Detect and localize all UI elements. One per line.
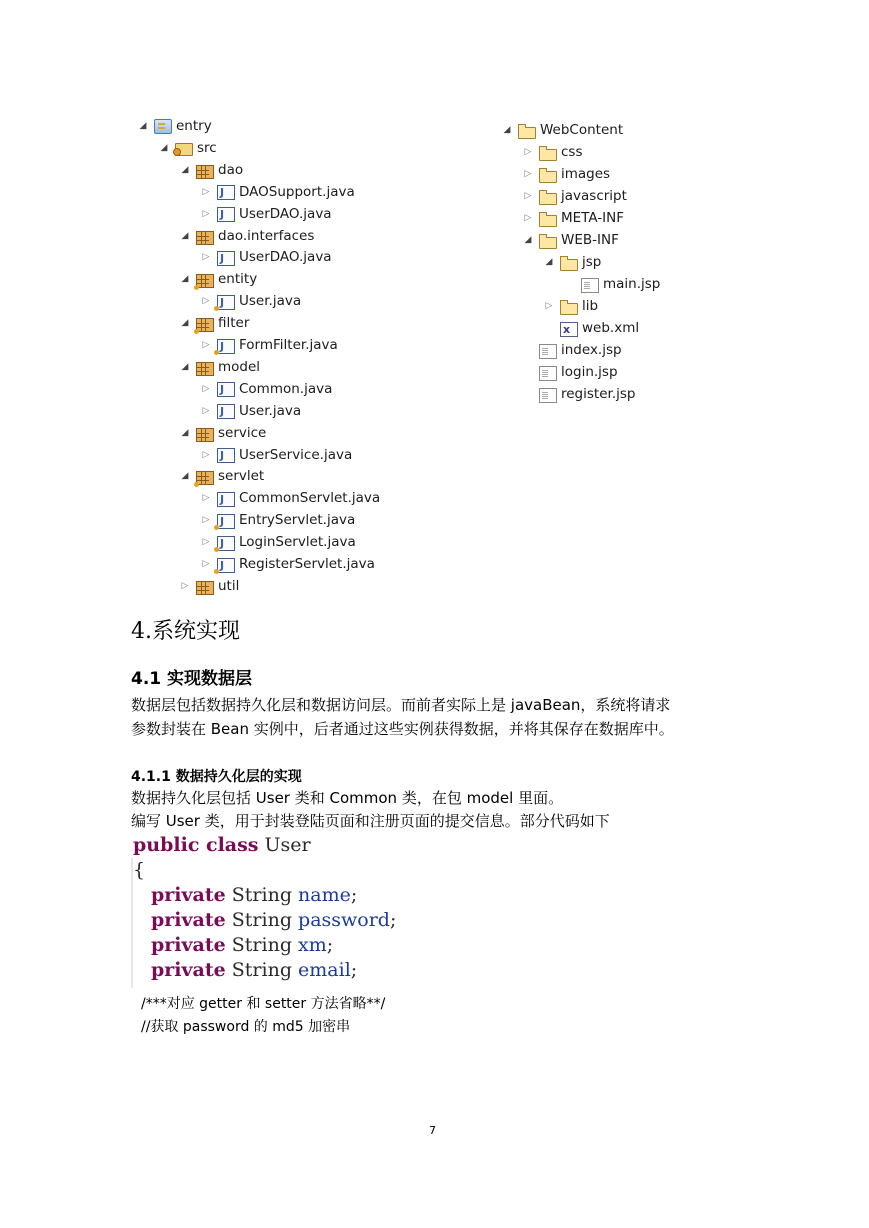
jsp-file-icon	[539, 344, 557, 359]
code-type: String	[225, 934, 299, 956]
code-comment-line1: /***对应 getter 和 setter 方法省略**/	[141, 996, 386, 1012]
tree-item[interactable]	[502, 120, 623, 140]
tree-item-label: web.xml	[582, 320, 640, 336]
tree-item[interactable]	[138, 116, 212, 136]
code-modifier: private	[151, 909, 226, 931]
tree-item-label: model	[218, 358, 261, 375]
collapsed-arrow-icon[interactable]: ▷	[202, 515, 210, 526]
collapsed-arrow-icon[interactable]: ▷	[202, 537, 210, 548]
folder-icon	[539, 215, 557, 227]
tree-item-label: lib	[582, 298, 599, 314]
tree-item[interactable]	[180, 160, 243, 180]
expanded-arrow-icon[interactable]: ◢	[181, 230, 189, 241]
tree-item-label: FormFilter.java	[239, 337, 338, 353]
tree-item-label: index.jsp	[561, 342, 622, 358]
tree-item[interactable]	[544, 296, 598, 316]
tree-item[interactable]	[523, 208, 624, 228]
collapsed-arrow-icon[interactable]: ▷	[181, 580, 189, 591]
tree-item-label: javascript	[561, 188, 627, 204]
jsp-file-icon	[539, 366, 557, 381]
tree-item-label: UserService.java	[239, 446, 353, 463]
code-modifier: private	[151, 884, 226, 906]
expanded-arrow-icon[interactable]: ◢	[139, 121, 147, 131]
body-paragraph-line1: 数据持久化层包括 User 类和 Common 类，在包 model 里面。	[131, 789, 564, 807]
tree-item-label: EntryServlet.java	[239, 512, 356, 529]
subsection-title: 4.1 实现数据层	[131, 669, 253, 689]
expanded-arrow-icon[interactable]: ◢	[181, 361, 189, 372]
tree-item-label: Common.java	[239, 380, 333, 397]
java-file-icon	[217, 251, 235, 266]
folder-icon	[539, 171, 557, 183]
page-number: 7	[429, 1124, 436, 1137]
tree-item[interactable]	[180, 313, 249, 333]
expanded-arrow-icon[interactable]: ◢	[181, 427, 189, 438]
tree-item-label: UserDAO.java	[239, 249, 332, 266]
body-paragraph-line2: 编写 User 类，用于封装登陆页面和注册页面的提交信息。部分代码如下	[131, 812, 610, 830]
tree-item-label: src	[197, 139, 217, 156]
project-explorer-tree	[138, 116, 438, 596]
tree-item[interactable]	[523, 362, 618, 382]
collapsed-arrow-icon[interactable]: ▷	[202, 186, 210, 197]
code-keyword: public class	[133, 834, 259, 856]
java-file-icon	[217, 295, 235, 310]
tree-item-label: CommonServlet.java	[239, 490, 381, 507]
expanded-arrow-icon[interactable]: ◢	[524, 235, 532, 245]
expanded-arrow-icon[interactable]: ◢	[181, 471, 189, 482]
tree-item-label: entry	[176, 118, 212, 134]
tree-item[interactable]	[201, 532, 356, 552]
collapsed-arrow-icon[interactable]: ▷	[202, 383, 210, 394]
tree-item[interactable]	[201, 554, 375, 574]
package-icon	[196, 471, 214, 485]
tree-item-label: UserDAO.java	[239, 205, 332, 222]
tree-item[interactable]	[523, 340, 622, 360]
code-field-name: email	[298, 959, 351, 981]
code-block	[133, 833, 396, 983]
collapsed-arrow-icon[interactable]: ▷	[202, 493, 210, 504]
project-icon	[154, 119, 172, 134]
tree-item-label: filter	[218, 315, 250, 332]
jsp-file-icon	[539, 388, 557, 403]
tree-item-label: service	[218, 424, 267, 441]
tree-item[interactable]	[180, 466, 264, 486]
collapsed-arrow-icon[interactable]: ▷	[202, 449, 210, 460]
tree-item[interactable]	[201, 488, 380, 508]
code-field-name: name	[298, 884, 351, 906]
code-field-name: xm	[298, 934, 327, 956]
java-file-icon	[217, 558, 235, 573]
tree-item-label: images	[561, 166, 611, 182]
code-field-line	[133, 883, 396, 908]
collapsed-arrow-icon[interactable]: ▷	[524, 169, 532, 179]
tree-item-label: META-INF	[561, 210, 625, 226]
collapsed-arrow-icon[interactable]: ▷	[202, 296, 210, 307]
code-field-name: password	[298, 909, 390, 931]
folder-icon	[560, 259, 578, 271]
collapsed-arrow-icon[interactable]: ▷	[202, 340, 210, 350]
jsp-file-icon	[581, 278, 599, 293]
code-modifier: private	[151, 959, 226, 981]
code-type: String	[225, 959, 299, 981]
tree-item[interactable]	[523, 164, 610, 184]
webcontent-tree	[502, 120, 742, 410]
tree-item[interactable]	[523, 230, 619, 250]
tree-item[interactable]	[523, 142, 583, 162]
package-icon	[196, 318, 214, 332]
intro-paragraph-line1: 数据层包括数据持久化层和数据访问层。而前者实际上是 javaBean，系统将请求	[131, 696, 671, 714]
folder-icon	[518, 127, 536, 139]
tree-item[interactable]	[201, 182, 355, 202]
collapsed-arrow-icon[interactable]: ▷	[202, 208, 210, 219]
tree-item-label: login.jsp	[561, 364, 618, 380]
folder-icon	[539, 193, 557, 205]
folder-icon	[560, 303, 578, 315]
java-file-icon	[217, 536, 235, 551]
java-file-icon	[217, 514, 235, 529]
code-field-line	[133, 958, 396, 983]
tree-item[interactable]	[180, 423, 266, 443]
xml-file-icon	[560, 322, 578, 337]
tree-item-label: servlet	[218, 468, 265, 485]
tree-item[interactable]	[180, 226, 314, 246]
tree-item[interactable]	[523, 186, 627, 206]
package-icon	[196, 231, 214, 245]
package-icon	[196, 428, 214, 442]
tree-item[interactable]	[565, 274, 660, 294]
tree-item-label: User.java	[239, 402, 302, 419]
tree-item[interactable]	[201, 291, 301, 311]
tree-item[interactable]	[201, 510, 355, 530]
java-file-icon	[217, 492, 235, 507]
package-icon	[196, 581, 214, 595]
java-file-icon	[217, 185, 235, 200]
folder-icon	[539, 237, 557, 249]
tree-item-label: css	[561, 144, 583, 160]
package-icon	[196, 165, 214, 179]
tree-item[interactable]	[180, 269, 257, 289]
source-folder-icon	[175, 143, 193, 156]
tree-item-label: User.java	[239, 293, 302, 310]
expanded-arrow-icon[interactable]: ◢	[181, 164, 189, 175]
tree-item[interactable]	[201, 335, 338, 355]
code-class-declaration	[133, 833, 396, 858]
tree-item[interactable]	[180, 576, 239, 596]
tree-item-label: RegisterServlet.java	[239, 556, 375, 572]
package-icon	[196, 362, 214, 376]
folder-icon	[539, 149, 557, 161]
collapsed-arrow-icon[interactable]: ▷	[202, 252, 210, 263]
tree-item-label: dao	[218, 161, 244, 178]
intro-paragraph-line2: 参数封装在 Bean 实例中，后者通过这些实例获得数据，并将其保存在数据库中。	[131, 720, 674, 738]
tree-item-label: DAOSupport.java	[239, 183, 355, 200]
expanded-arrow-icon[interactable]: ◢	[160, 142, 168, 153]
tree-item-label: jsp	[582, 254, 602, 270]
tree-item[interactable]	[544, 252, 601, 272]
expanded-arrow-icon[interactable]: ◢	[181, 318, 189, 329]
collapsed-arrow-icon[interactable]: ▷	[202, 559, 210, 569]
tree-item-label: util	[218, 577, 240, 594]
tree-item-label: dao.interfaces	[218, 227, 315, 244]
tree-item[interactable]	[201, 204, 332, 224]
expanded-arrow-icon[interactable]: ◢	[545, 257, 553, 267]
tree-item[interactable]	[544, 318, 639, 338]
collapsed-arrow-icon[interactable]: ▷	[524, 191, 532, 201]
tree-item[interactable]	[201, 247, 332, 267]
tree-item-label: WebContent	[540, 122, 624, 138]
code-semicolon: ;	[326, 934, 334, 956]
code-modifier: private	[151, 934, 226, 956]
tree-item-label: entity	[218, 271, 258, 288]
expanded-arrow-icon[interactable]: ◢	[503, 125, 511, 135]
java-file-icon	[217, 404, 235, 419]
tree-item[interactable]	[201, 401, 301, 421]
code-open-brace: {	[133, 859, 146, 881]
code-semicolon: ;	[350, 959, 358, 981]
collapsed-arrow-icon[interactable]: ▷	[545, 301, 553, 311]
code-type: String	[225, 909, 299, 931]
tree-item[interactable]	[523, 384, 635, 404]
code-class-name: User	[258, 834, 311, 856]
code-comment-line2: //获取 password 的 md5 加密串	[141, 1019, 351, 1035]
tree-item-label: LoginServlet.java	[239, 534, 356, 551]
section-title: 4.系统实现	[131, 619, 240, 644]
java-file-icon	[217, 448, 235, 463]
java-file-icon	[217, 207, 235, 222]
collapsed-arrow-icon[interactable]: ▷	[524, 147, 532, 157]
collapsed-arrow-icon[interactable]: ▷	[524, 213, 532, 223]
expanded-arrow-icon[interactable]: ◢	[181, 274, 189, 285]
tree-item[interactable]	[180, 357, 260, 377]
code-type: String	[225, 884, 299, 906]
code-semicolon: ;	[350, 884, 358, 906]
tree-item[interactable]	[201, 379, 332, 399]
tree-item[interactable]	[201, 445, 352, 465]
subsubsection-title: 4.1.1 数据持久化层的实现	[131, 769, 302, 785]
tree-item-label: register.jsp	[561, 386, 636, 402]
package-icon	[196, 274, 214, 288]
java-file-icon	[217, 382, 235, 397]
collapsed-arrow-icon[interactable]: ▷	[202, 405, 210, 416]
tree-item-label: WEB-INF	[561, 232, 619, 248]
code-field-line	[133, 933, 396, 958]
code-field-line	[133, 908, 396, 933]
java-file-icon	[217, 339, 235, 354]
code-semicolon: ;	[389, 909, 397, 931]
tree-item-label: main.jsp	[603, 276, 661, 292]
tree-item[interactable]	[159, 138, 217, 158]
